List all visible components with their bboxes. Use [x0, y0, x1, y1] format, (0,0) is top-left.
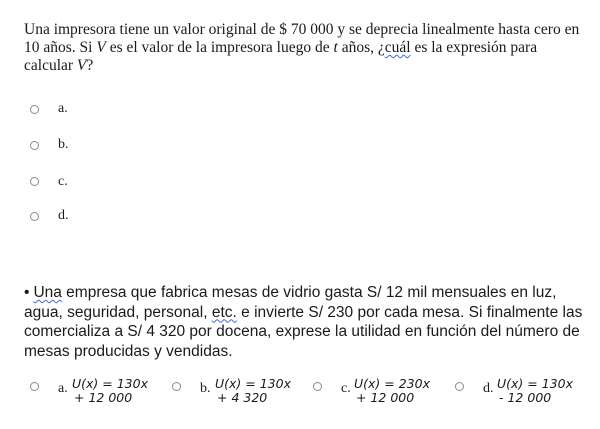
formula-line-1: U(x) = 230x — [354, 376, 430, 391]
question-1-text-part: ? — [86, 57, 94, 74]
q2-option-b-formula — [215, 377, 291, 405]
question-2-text-part: e invierte S/ 230 por cada mesa. Si finalmente las comercializa a S/ 4 320 por docena, exprese la utilidad en función del número de mesas producidas y vendidas. — [24, 303, 583, 360]
bullet-icon: • — [24, 284, 30, 301]
formula-line-2: + 12 000 — [356, 390, 415, 405]
q2-option-c-radio[interactable] — [313, 382, 322, 391]
spellcheck-word: Una — [33, 284, 62, 301]
q2-option-d-radio[interactable] — [455, 382, 464, 391]
formula-line-2: + 12 000 — [74, 390, 133, 405]
question-2-text — [24, 283, 584, 361]
q2-option-a-formula — [72, 377, 148, 405]
q1-option-b-label: b. — [58, 137, 69, 152]
question-2-text-part: empresa que fabrica mesas de vidrio gasta S/ 12 mil mensuales en luz, agua, seguridad, personal, — [24, 284, 557, 321]
q2-option-a-radio[interactable] — [30, 382, 39, 391]
formula-line-1: U(x) = 130x — [215, 376, 291, 391]
question-1-text-part: Una impresora tiene un valor original de $ 70 000 y se deprecia linealmente hasta cero en 10 años. Si — [24, 21, 580, 56]
variable-v: V — [76, 57, 87, 74]
q2-option-c-formula — [354, 377, 430, 405]
formula-line-1: U(x) = 130x — [72, 376, 148, 391]
question-1-text-part: es la expresión para calcular — [24, 39, 538, 74]
q1-option-d-radio[interactable] — [30, 212, 39, 221]
formula-line-2: - 12 000 — [499, 390, 552, 405]
question-1-text-part: es el valor de la impresora luego de — [105, 39, 334, 56]
spellcheck-word: cuál — [384, 39, 411, 56]
formula-line-2: + 4 320 — [217, 390, 268, 405]
q1-option-b-radio[interactable] — [30, 141, 39, 150]
question-1-text-part: años, ¿ — [337, 39, 385, 56]
q1-option-c-radio[interactable] — [30, 177, 39, 186]
q2-option-c-label: c. — [341, 381, 351, 396]
variable-t: t — [333, 39, 338, 56]
q2-option-b-radio[interactable] — [172, 382, 181, 391]
spellcheck-word: etc. — [211, 303, 237, 321]
variable-v: V — [96, 39, 106, 56]
q2-option-a-label: a. — [58, 381, 68, 396]
q1-option-a-radio[interactable] — [30, 105, 39, 114]
q2-option-b-label: b. — [200, 381, 211, 396]
question-1-text — [24, 21, 584, 75]
q1-option-d-label: d. — [58, 208, 69, 223]
formula-line-1: U(x) = 130x — [497, 376, 573, 391]
q1-option-a-label: a. — [58, 101, 68, 116]
q2-option-d-formula — [497, 377, 573, 405]
q2-option-d-label: d. — [483, 381, 494, 396]
q1-option-c-label: c. — [58, 174, 68, 189]
